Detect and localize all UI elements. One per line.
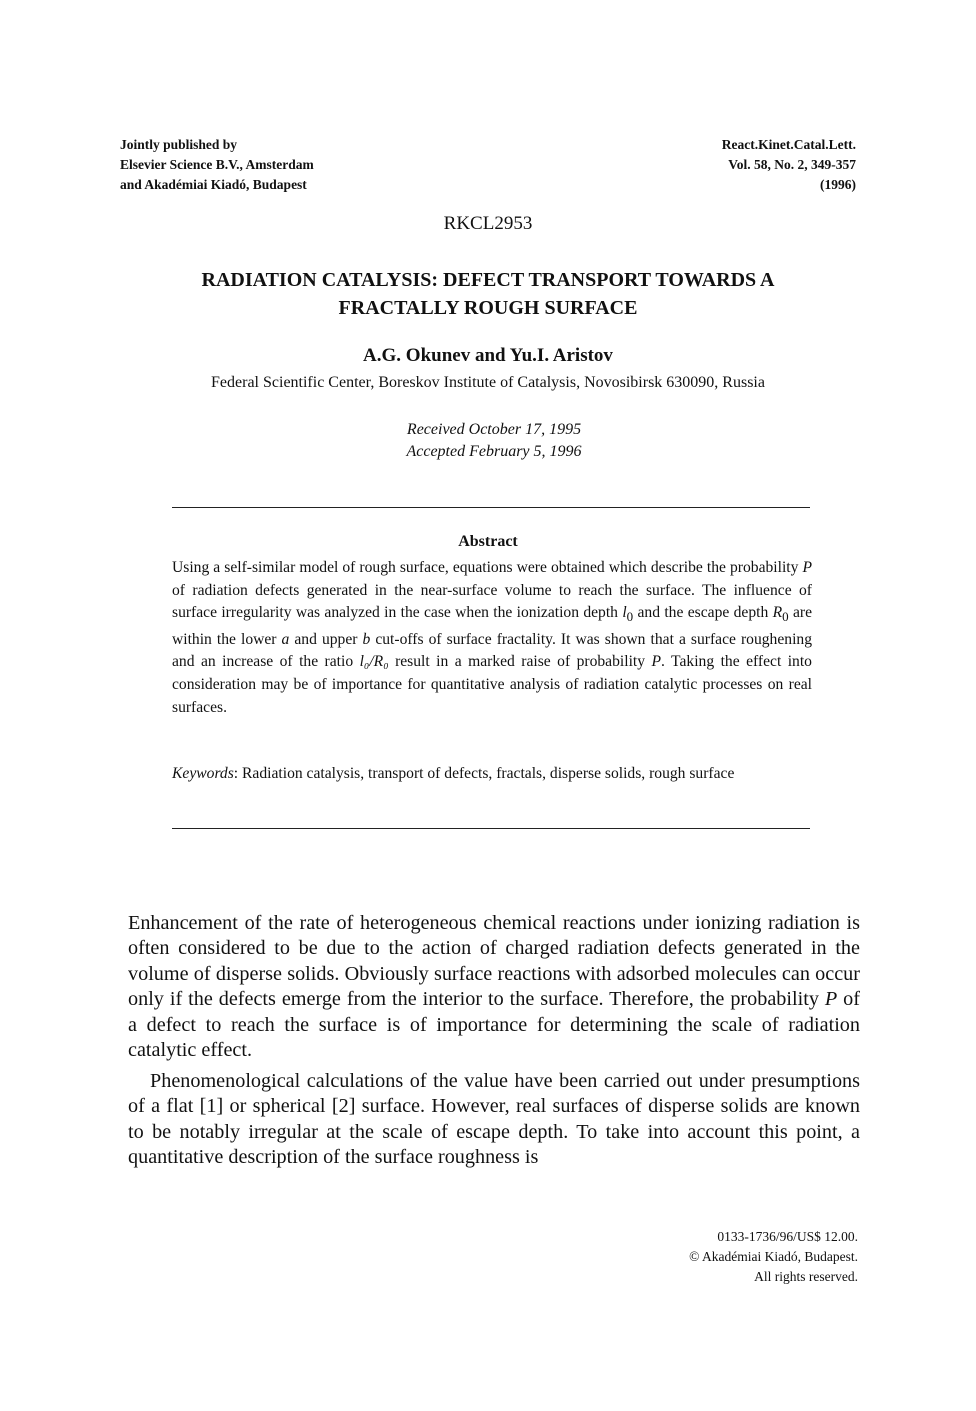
copyright-notice — [689, 1227, 858, 1287]
symbol-p: P — [824, 988, 838, 1011]
symbol-l0: l — [622, 604, 627, 622]
accepted-date: Accepted February 5, 1996 — [406, 443, 582, 460]
publisher-line: and Akadémiai Kiadó, Budapest — [120, 177, 307, 192]
authors: A.G. Okunev and Yu.I. Aristov — [363, 345, 613, 366]
body-paragraph-1 — [128, 911, 860, 1063]
symbol-p: P — [802, 559, 812, 576]
body-paragraph-2: Phenomenological calculations of the value have been carried out under presumptions of a flat [1] or spherical [2] surface. However, real surfaces of disperse solids are known to be notably irregular at the scale of escape depth. To take into account this point, a quantitative description of the surface roughness is — [128, 1070, 860, 1169]
keywords — [172, 763, 812, 786]
journal-citation — [722, 135, 856, 195]
keywords-text: : Radiation catalysis, transport of defects, fractals, disperse solids, rough surface — [233, 765, 735, 782]
abstract-segment: and upper — [289, 630, 363, 648]
journal-volume: Vol. 58, No. 2, 349-357 — [728, 157, 856, 172]
body-segment: of a defect to reach the surface is of importance for determining the scale of radiation catalytic effect. — [128, 988, 860, 1062]
article-code: RKCL2953 — [443, 213, 533, 234]
symbol-b: b — [362, 630, 371, 648]
price-code: 0133-1736/96/US$ 12.00. — [717, 1229, 858, 1244]
subscript: 0 — [626, 609, 634, 625]
publisher-line: Jointly published by — [120, 137, 238, 152]
abstract-segment: and the escape depth — [633, 604, 773, 622]
dates — [0, 419, 976, 463]
divider-bottom — [172, 828, 810, 829]
symbol-a: a — [281, 630, 290, 648]
abstract-segment: Using a self-similar model of rough surface, equations were obtained which describe the probability — [172, 559, 803, 576]
abstract-segment: . Taking the effect into consideration may be of importance for quantitative analysis of radiation catalytic processes on real surfaces. — [172, 653, 812, 716]
abstract-heading: Abstract — [458, 533, 518, 550]
rights-line: All rights reserved. — [754, 1269, 858, 1284]
copyright-line: © Akadémiai Kiadó, Budapest. — [689, 1249, 858, 1264]
abstract-segment: cut-offs of surface fractality. It was shown that a surface roughening and an increase of the ratio — [172, 630, 812, 671]
title-line: FRACTALLY ROUGH SURFACE — [338, 297, 638, 319]
body-segment: Enhancement of the rate of heterogeneous chemical reactions under ionizing radiation is often considered to be due to the action of charged radiation defects generated in the volume of disperse solids. Obviously surface reactions with adsorbed molecules can occur only if the defects emerge from the interior to the surface. Therefore, the probability — [128, 912, 860, 1011]
affiliation: Federal Scientific Center, Boreskov Institute of Catalysis, Novosibirsk 630090, Russia — [211, 374, 765, 391]
received-date: Received October 17, 1995 — [406, 421, 582, 438]
ratio-symbol: l₀/R₀ — [359, 653, 389, 671]
symbol-p: P — [651, 653, 661, 671]
journal-name: React.Kinet.Catal.Lett. — [721, 137, 856, 152]
journal-year: (1996) — [820, 177, 856, 192]
subscript: 0 — [782, 609, 789, 625]
symbol-r0: R — [772, 604, 783, 622]
abstract-segment: are within the lower — [172, 604, 812, 648]
divider-top — [172, 507, 810, 508]
abstract-segment: result in a marked raise of probability — [388, 653, 652, 671]
abstract-segment: of radiation defects generated in the near-surface volume to reach the surface. The influence of surface irregularity was analyzed in the case when the ionization depth — [172, 581, 812, 622]
keywords-label: Keywords — [172, 765, 234, 782]
title-line: RADIATION CATALYSIS: DEFECT TRANSPORT TOWARDS A — [201, 269, 775, 291]
abstract-text — [172, 557, 812, 719]
publisher-line: Elsevier Science B.V., Amsterdam — [120, 157, 314, 172]
publisher-info — [120, 135, 314, 195]
article-title — [130, 266, 846, 322]
